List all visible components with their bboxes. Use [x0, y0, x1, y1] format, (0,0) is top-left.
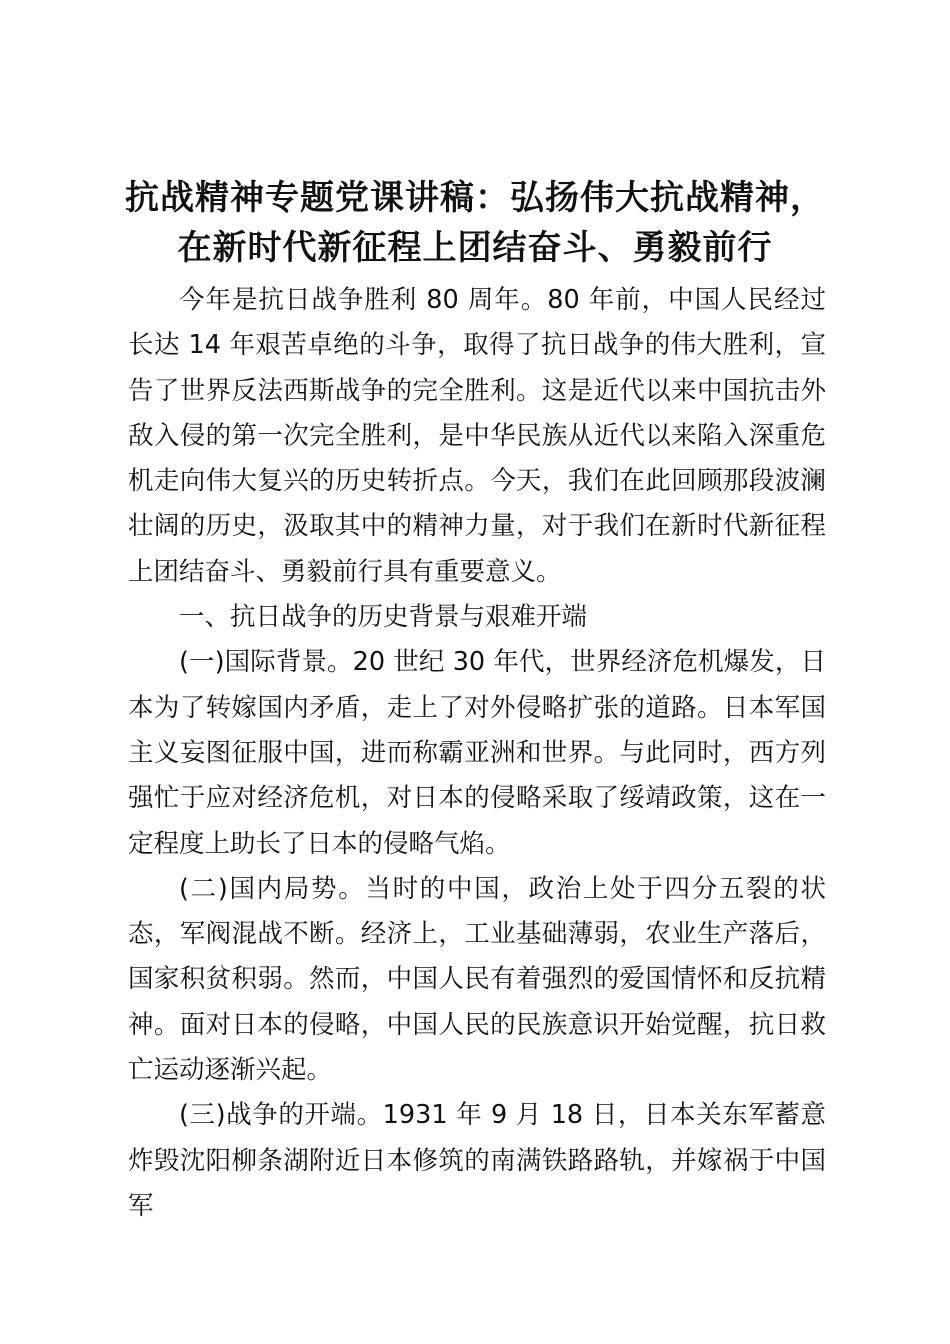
paragraph-international-background: (一)国际背景。20 世纪 30 年代，世界经济危机爆发，日本为了转嫁国内矛盾，走上了对外侵略扩张的道路。日本军国主义妄图征服中国，进而称霸亚洲和世界。与此同时，西方列强忙于应对经济危机，对日本的侵略采取了绥靖政策，这在一定程度上助长了日本的侵略气焰。	[128, 647, 826, 859]
document-title	[100, 173, 850, 273]
title-line-2: 在新时代新征程上团结奋斗、勇毅前行	[177, 228, 773, 268]
title-line-1: 抗战精神专题党课讲稿：弘扬伟大抗战精神，	[125, 178, 825, 218]
section-heading-1: 一、抗日战争的历史背景与艰难开端	[179, 602, 588, 633]
paragraph-domestic-situation: (二)国内局势。当时的中国，政治上处于四分五裂的状态，军阀混战不断。经济上，工业基础薄弱，农业生产落后，国家积贫积弱。然而，中国人民有着强烈的爱国情怀和反抗精神。面对日本的侵略，中国人民的民族意识开始觉醒，抗日救亡运动逐渐兴起。	[128, 873, 826, 1086]
intro-paragraph: 今年是抗日战争胜利 80 周年。80 年前，中国人民经过长达 14 年艰苦卓绝的斗争，取得了抗日战争的伟大胜利，宣告了世界反法西斯战争的完全胜利。这是近代以来中国抗击外敌入侵的第一次完全胜利，是中华民族从近代以来陷入深重危机走向伟大复兴的历史转折点。今天，我们在此回顾那段波澜壮阔的历史，汲取其中的精神力量，对于我们在新时代新征程上团结奋斗、勇毅前行具有重要意义。	[128, 285, 826, 587]
paragraph-war-beginning: (三)战争的开端。1931 年 9 月 18 日，日本关东军蓄意炸毁沈阳柳条湖附近日本修筑的南满铁路路轨，并嫁祸于中国军	[128, 1100, 826, 1221]
document-body	[128, 278, 826, 1229]
